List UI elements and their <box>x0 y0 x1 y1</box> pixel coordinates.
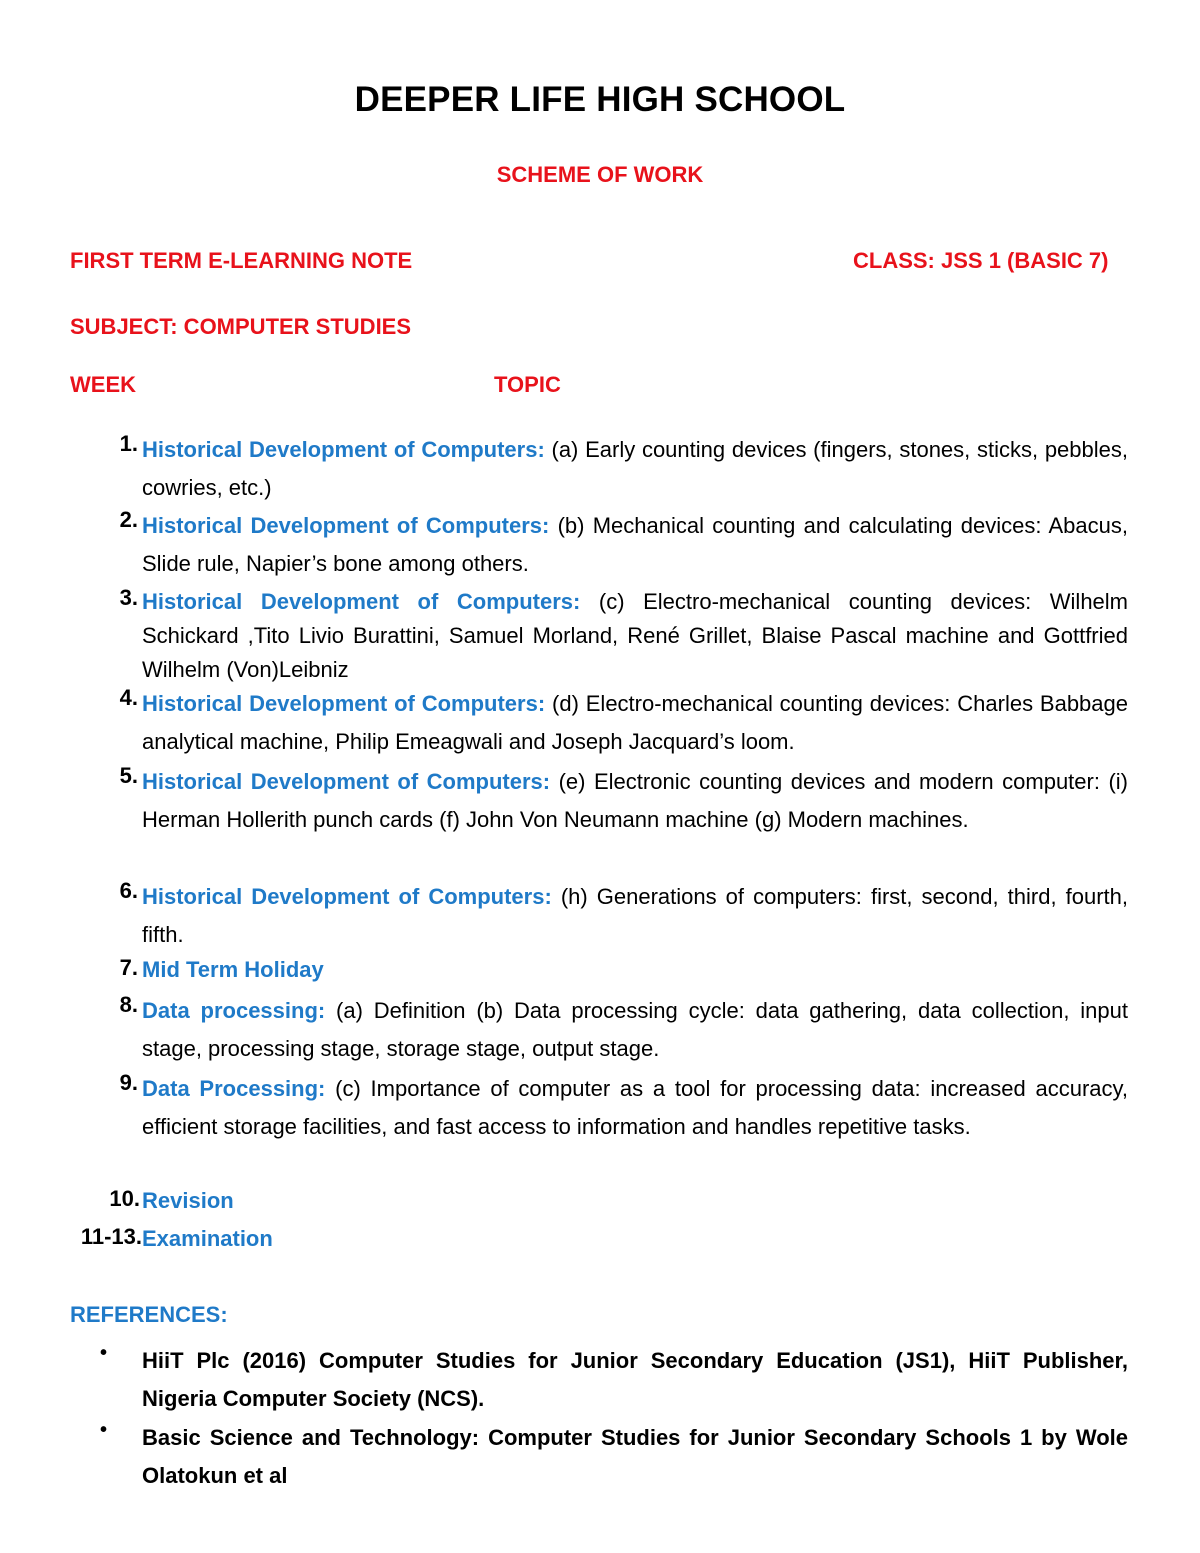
topic-text: (h) Generations of computers: first, second, third, fourth, fifth. <box>142 884 1129 947</box>
reference-text: HiiT Plc (2016) Computer Studies for Junior Secondary Education (JS1), HiiT Publisher, Nigeria Computer Society (NCS). <box>142 1348 1128 1411</box>
week-topic <box>142 1186 1128 1216</box>
week-topic <box>142 685 1128 761</box>
week-topic <box>142 878 1128 954</box>
week-number: 4. <box>119 685 138 710</box>
week-topic <box>142 992 1128 1068</box>
week-number: 5. <box>119 763 138 788</box>
topic-column-header: TOPIC <box>494 372 561 397</box>
topic-label: Data Processing: <box>142 1076 326 1101</box>
week-topic <box>142 431 1128 507</box>
week-number: 2. <box>119 507 138 532</box>
topic-label: Historical Development of Computers: <box>142 884 552 909</box>
topic-label: Data processing: <box>142 998 326 1023</box>
week-number: 8. <box>119 992 138 1017</box>
topic-text: (c) Importance of computer as a tool for processing data: increased accuracy, efficient storage facilities, and fast access to information and handles repetitive tasks. <box>142 1076 1128 1139</box>
bullet-icon: • <box>100 1419 108 1441</box>
topic-text: (a) Definition (b) Data processing cycle: data gathering, data collection, input stage, processing stage, storage stage, output stage. <box>142 998 1128 1061</box>
bullet-icon: • <box>100 1342 108 1364</box>
week-number: 7. <box>119 955 138 980</box>
topic-label: Examination <box>142 1226 273 1251</box>
week-topic <box>142 955 1128 985</box>
week-number: 1. <box>119 431 138 456</box>
week-topic <box>142 507 1128 583</box>
topic-text: (a) Early counting devices (fingers, stones, sticks, pebbles, cowries, etc.) <box>142 437 1129 500</box>
week-topic <box>142 1224 1128 1254</box>
references-heading: REFERENCES: <box>70 1302 228 1327</box>
week-topic <box>142 763 1128 839</box>
topic-label: Historical Development of Computers: <box>142 589 581 614</box>
topic-text: (b) Mechanical counting and calculating devices: Abacus, Slide rule, Napier’s bone among others. <box>142 513 1129 576</box>
topic-text: (e) Electronic counting devices and modern computer: (i) Herman Hollerith punch cards (f) John Von Neumann machine (g) Modern machines. <box>142 769 1128 832</box>
week-number: 11-13. <box>80 1224 142 1249</box>
week-column-header: WEEK <box>70 372 136 397</box>
school-title: DEEPER LIFE HIGH SCHOOL <box>354 80 846 119</box>
topic-label: Historical Development of Computers: <box>142 437 545 462</box>
topic-label: Historical Development of Computers: <box>142 513 550 538</box>
reference-text: Basic Science and Technology: Computer Studies for Junior Secondary Schools 1 by Wole Olatokun et al <box>142 1425 1128 1488</box>
week-number: 6. <box>119 878 138 903</box>
week-number: 3. <box>119 585 138 610</box>
topic-label: Historical Development of Computers: <box>142 691 546 716</box>
topic-text: (c) Electro-mechanical counting devices: Wilhelm Schickard ,Tito Livio Burattini, Samuel Morland, René Grillet, Blaise Pascal machine and Gottfried Wilhelm (Von)Leibniz <box>142 589 1128 682</box>
scheme-heading: SCHEME OF WORK <box>496 162 704 187</box>
week-topic <box>142 585 1128 687</box>
topic-text: (d) Electro-mechanical counting devices: Charles Babbage analytical machine, Philip Emeagwali and Joseph Jacquard’s loom. <box>142 691 1129 754</box>
week-number: 9. <box>119 1070 138 1095</box>
topic-label: Revision <box>142 1188 234 1213</box>
term-label: FIRST TERM E-LEARNING NOTE <box>70 248 413 273</box>
week-topic <box>142 1070 1128 1146</box>
week-number: 10. <box>109 1186 140 1211</box>
subject-label: SUBJECT: COMPUTER STUDIES <box>70 314 412 339</box>
topic-label: Mid Term Holiday <box>142 957 324 982</box>
topic-label: Historical Development of Computers: <box>142 769 551 794</box>
class-label: CLASS: JSS 1 (BASIC 7) <box>853 248 1109 273</box>
